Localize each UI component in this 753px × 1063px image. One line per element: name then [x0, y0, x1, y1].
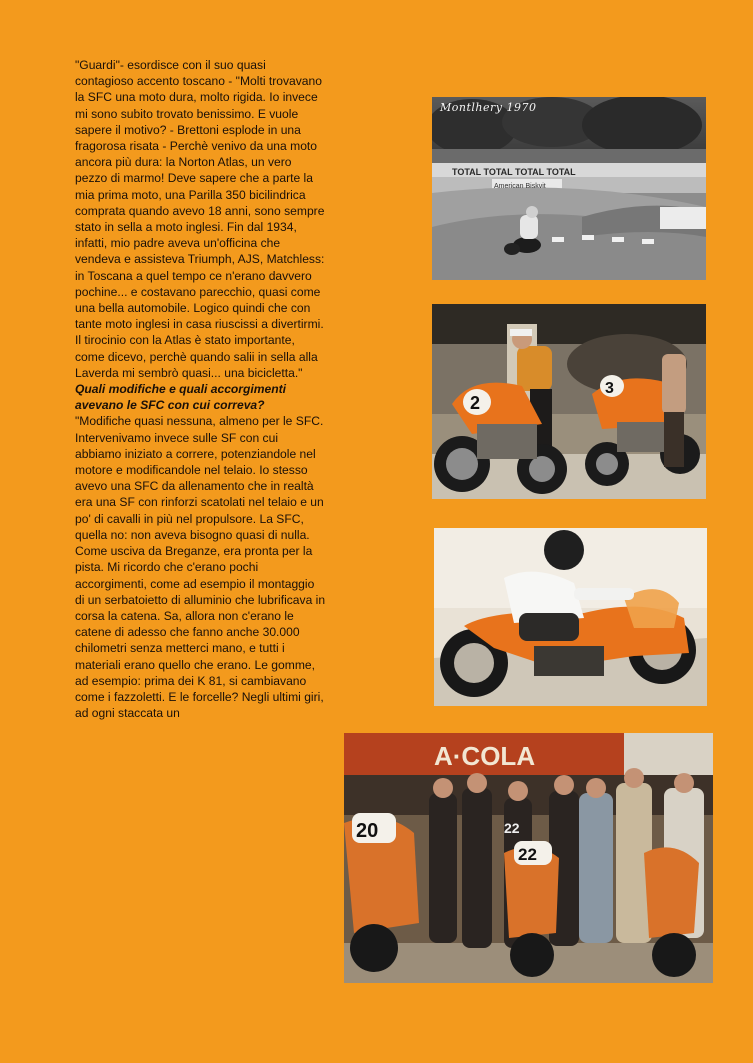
article-paragraph-1: "Guardi"- esordisce con il suo quasi contagioso accento toscano - "Molti trovavano la SFC una moto dura, molto rigida. Io invece mi sono subito trovato benissimo. E vuole sapere il motivo? - Brettoni esplode in una fragorosa risata - Perchè venivo da una moto ancora più dura: la Norton Atlas, un vero pezzo di marmo! Deve sapere che a parte la mia prima moto, una Parilla 350 bicilindrica comprata quando avevo 18 anni, sono sempre stato in sella a moto inglesi. Fin dal 1934, infatti, mio padre aveva un'officina che vendeva e assisteva Triumph, AJS, Matchless: in Toscana a quel tempo ce n'erano davvero pochine... e costavano parecchio, quasi come una bella automobile. Logico quindi che con tante moto inglesi in casa riuscissi a divertirmi. Il tirocinio con la Atlas è stato importante, come dicevo, perchè quando salii in sella alla Laverda mi sembrò quasi... una bicicletta."	[75, 58, 325, 380]
banner-total-text: TOTAL TOTAL TOTAL TOTAL	[452, 167, 576, 177]
photo-montlhery-track	[432, 97, 706, 280]
photo-caption-montlhery: Montlhery 1970	[440, 101, 537, 114]
banner-cola-text: A·COLA	[434, 741, 536, 771]
banner-sponsor-text: American Biskvit	[494, 183, 546, 190]
interview-question: Quali modifiche e quali accorgimenti avevano le SFC con cui correva?	[75, 382, 287, 413]
photo-rider-laverda	[434, 528, 707, 706]
photo-pit-bikes-2-3	[432, 304, 706, 499]
photo-team-pits	[344, 733, 713, 983]
race-number-2: 2	[470, 393, 481, 413]
race-number-22: 22	[518, 845, 537, 864]
race-number-20: 20	[356, 820, 379, 842]
article-text-column	[75, 57, 327, 721]
race-number-22-jersey: 22	[504, 820, 520, 836]
article-paragraph-2: "Modifiche quasi nessuna, almeno per le SFC. Intervenivamo invece sulle SF con cui abbiamo iniziato a correre, potenziandole nel motore e modificandole nel telaio. Io stesso avevo una SFC da allenamento che in realtà era una SF con rinforzi scatolati nel telaio e un po' di cavalli in più nel propulsore. La SFC, quella no: non aveva bisogno quasi di nulla. Come usciva da Breganze, era pronta per la pista. Mi ricordo che c'erano pochi accorgimenti, come ad esempio il montaggio di un serbatoietto di alluminio che lubrificava in corsa la catena. Sa, allora non c'erano le catene di adesso che fanno anche 30.000 chilometri senza metterci mano, e tutti i materiali erano quello che erano. Le gomme, ad esempio: prima dei K 81, si cambiavano come i fazzoletti. E le forcelle? Negli ultimi giri, ad ogni staccata un	[75, 414, 326, 721]
race-number-3: 3	[605, 380, 614, 397]
